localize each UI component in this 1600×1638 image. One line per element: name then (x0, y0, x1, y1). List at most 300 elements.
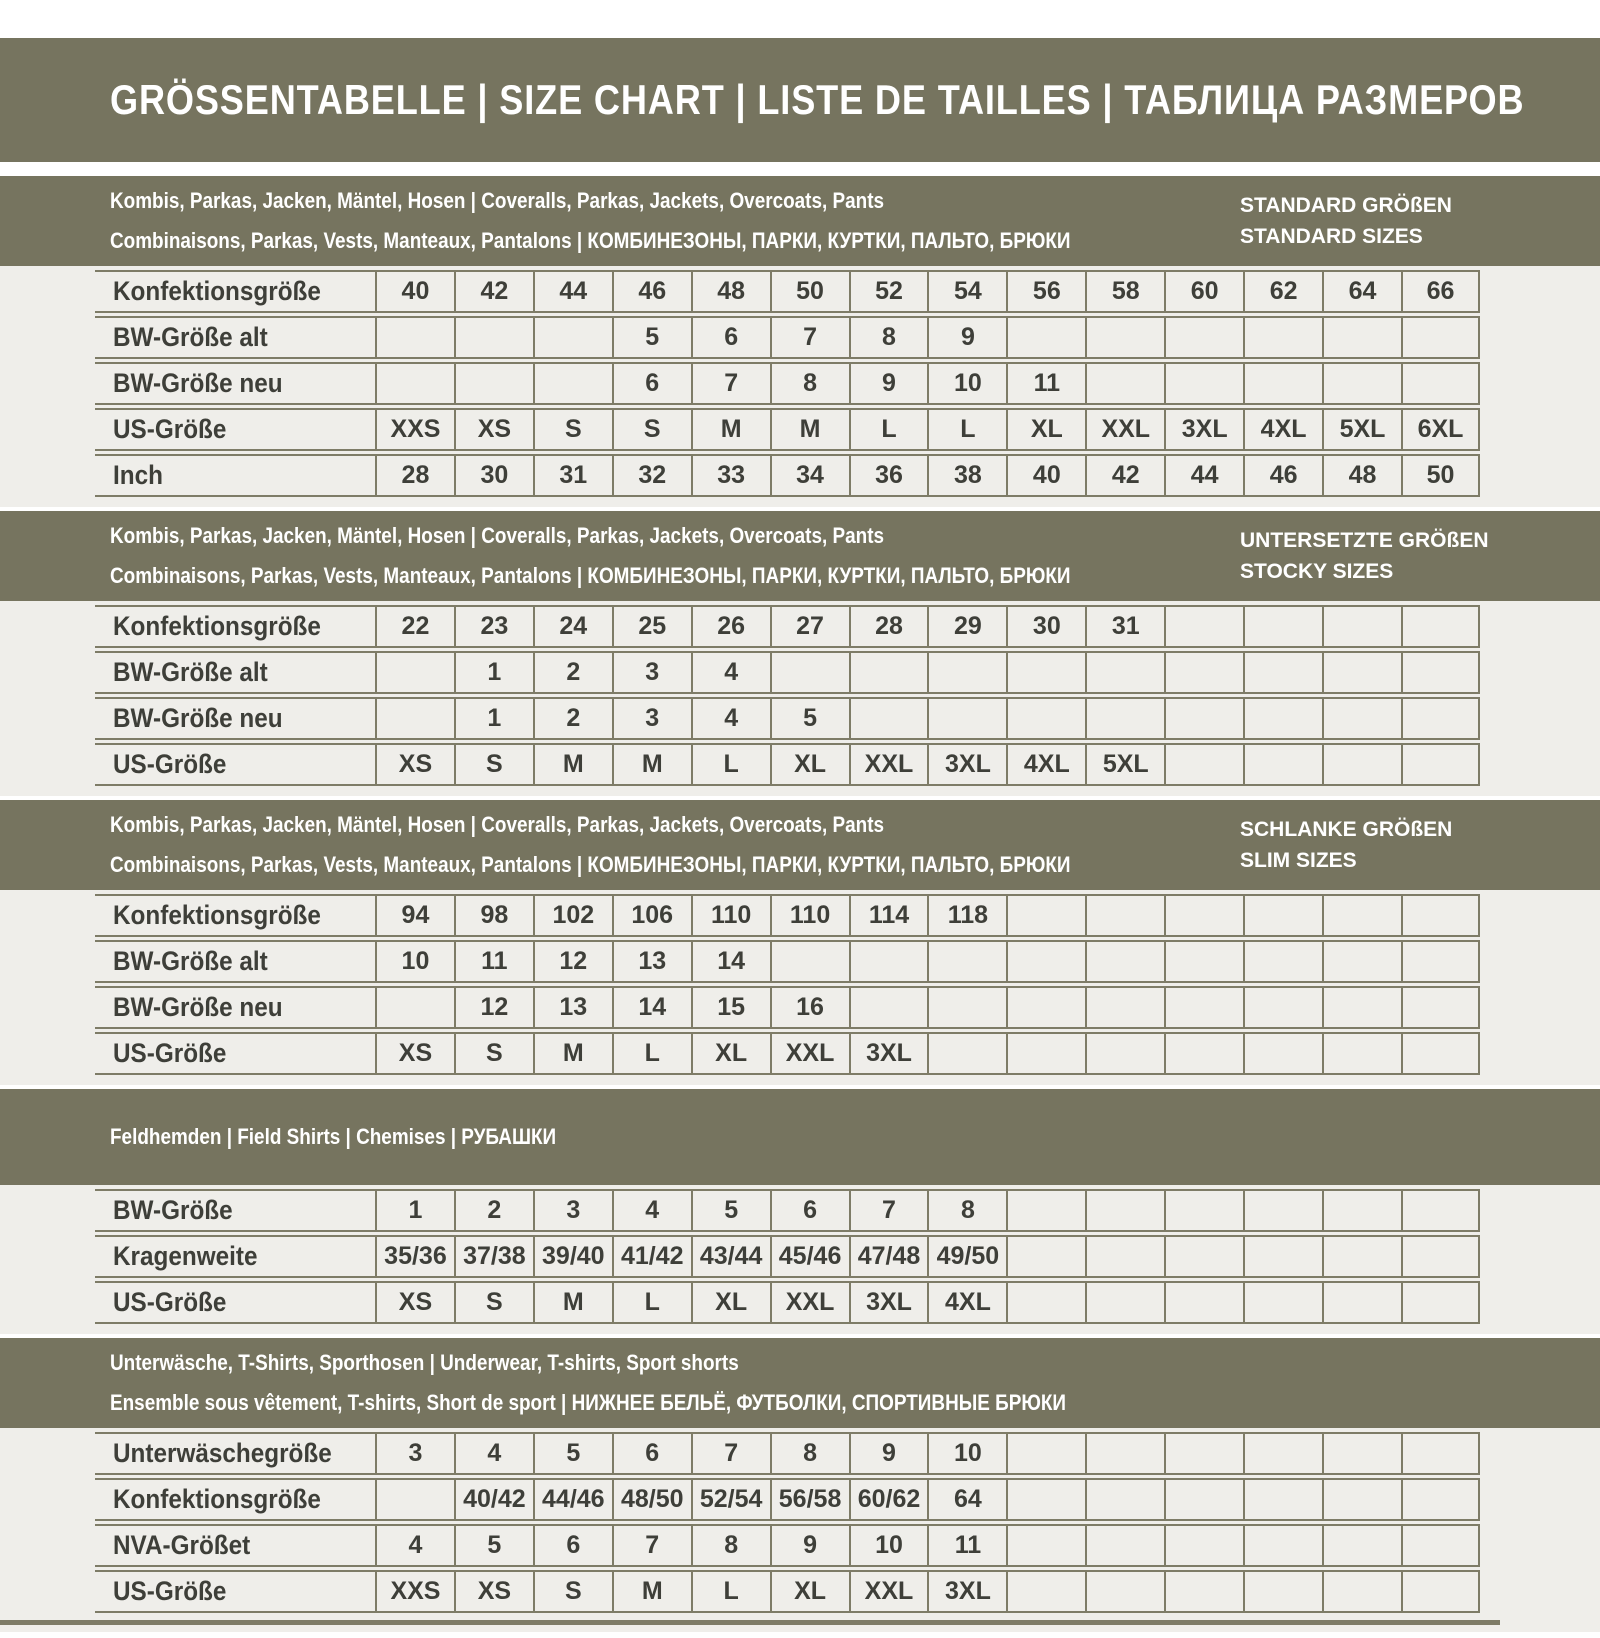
row-label: BW-Größe alt (95, 651, 375, 694)
size-cell: 40 (1006, 454, 1085, 497)
size-cell (849, 697, 928, 740)
size-cell: 27 (770, 605, 849, 648)
size-cell (1243, 1281, 1322, 1324)
size-cell (1006, 940, 1085, 983)
size-cell (1243, 894, 1322, 937)
size-cell: 22 (375, 605, 454, 648)
row-label: US-Größe (95, 408, 375, 451)
table-row (95, 986, 1480, 1029)
size-cell: 12 (454, 986, 533, 1029)
size-cell: XL (770, 1570, 849, 1613)
size-cell (1085, 697, 1164, 740)
size-cell (1085, 986, 1164, 1029)
table-strip-standard (0, 266, 1600, 507)
section-standard-tag-line1: STANDARD GRÖßEN (1240, 194, 1452, 217)
size-cell: 3XL (1164, 408, 1243, 451)
size-cell: 9 (927, 316, 1006, 359)
size-cell (1085, 1189, 1164, 1232)
size-cell: XXL (849, 1570, 928, 1613)
size-cell (1322, 651, 1401, 694)
row-label: Kragenweite (95, 1235, 375, 1278)
size-cell (1243, 1189, 1322, 1232)
size-cell: 110 (691, 894, 770, 937)
size-cell (1006, 1570, 1085, 1613)
size-cell: S (454, 1032, 533, 1075)
size-cell (1401, 362, 1480, 405)
size-cell: 7 (691, 362, 770, 405)
size-cell (1006, 316, 1085, 359)
size-cell: 44 (1164, 454, 1243, 497)
size-cell (1006, 1432, 1085, 1475)
size-cell (927, 697, 1006, 740)
size-cell: 8 (849, 316, 928, 359)
section-underwear (0, 1338, 1600, 1632)
table-row (95, 362, 1480, 405)
size-cell (1243, 1570, 1322, 1613)
size-cell: 30 (1006, 605, 1085, 648)
size-cell (1085, 316, 1164, 359)
section-header-slim (0, 800, 1600, 890)
table-row (95, 1432, 1480, 1475)
size-cell: L (691, 743, 770, 786)
size-cell: 43/44 (691, 1235, 770, 1278)
row-label: BW-Größe neu (95, 986, 375, 1029)
size-cell: 2 (533, 697, 612, 740)
size-cell (375, 362, 454, 405)
size-cell: XL (1006, 408, 1085, 451)
size-cell: M (533, 743, 612, 786)
size-cell (1322, 1570, 1401, 1613)
size-cell: 42 (454, 270, 533, 313)
size-cell: XXL (849, 743, 928, 786)
size-cell (1243, 651, 1322, 694)
size-cell (1322, 316, 1401, 359)
size-cell (1164, 1281, 1243, 1324)
size-cell: 9 (770, 1524, 849, 1567)
size-cell: 56 (1006, 270, 1085, 313)
row-label: BW-Größe alt (95, 316, 375, 359)
size-cell (533, 316, 612, 359)
table-strip-underwear (0, 1428, 1600, 1632)
size-cell: S (454, 743, 533, 786)
size-cell: 5XL (1085, 743, 1164, 786)
size-cell: 44 (533, 270, 612, 313)
size-cell (1085, 1235, 1164, 1278)
size-cell (1401, 1281, 1480, 1324)
table-strip-slim (0, 890, 1600, 1085)
size-cell (1401, 605, 1480, 648)
size-cell: 28 (375, 454, 454, 497)
section-stocky-tag-line1: UNTERSETZTE GRÖßEN (1240, 529, 1489, 552)
size-cell: 5 (770, 697, 849, 740)
size-cell (1164, 1570, 1243, 1613)
size-cell (1006, 697, 1085, 740)
row-label: NVA-Größet (95, 1524, 375, 1567)
size-cell (1322, 1281, 1401, 1324)
size-cell: 40 (375, 270, 454, 313)
section-stocky-line2: Combinaisons, Parkas, Vests, Manteaux, Pantalons | КОМБИНЕЗОНЫ, ПАРКИ, КУРТКИ, ПАЛЬТО, БРЮКИ (110, 563, 1071, 588)
size-cell (375, 1478, 454, 1521)
size-cell: 49/50 (927, 1235, 1006, 1278)
size-cell (1322, 1432, 1401, 1475)
size-cell: 37/38 (454, 1235, 533, 1278)
size-cell: XL (770, 743, 849, 786)
size-chart-page (0, 38, 1600, 1632)
section-slim-tag (1240, 800, 1452, 890)
size-cell (1085, 1281, 1164, 1324)
size-cell (1243, 986, 1322, 1029)
size-cell (1164, 940, 1243, 983)
size-cell (1164, 697, 1243, 740)
section-slim-tag-line1: SCHLANKE GRÖßEN (1240, 818, 1453, 841)
size-cell (927, 1032, 1006, 1075)
size-cell: XS (375, 743, 454, 786)
size-cell (1322, 940, 1401, 983)
size-cell (1401, 1478, 1480, 1521)
size-cell (1006, 1478, 1085, 1521)
section-slim-line2: Combinaisons, Parkas, Vests, Manteaux, Pantalons | КОМБИНЕЗОНЫ, ПАРКИ, КУРТКИ, ПАЛЬТО, БРЮКИ (110, 852, 1071, 877)
section-header-standard (0, 176, 1600, 266)
size-cell: 60/62 (849, 1478, 928, 1521)
row-label: Konfektionsgröße (95, 894, 375, 937)
table-row (95, 270, 1480, 313)
size-cell: 41/42 (612, 1235, 691, 1278)
size-table-underwear (95, 1429, 1480, 1616)
size-cell: 36 (849, 454, 928, 497)
size-cell: 4XL (1006, 743, 1085, 786)
size-cell (1006, 1281, 1085, 1324)
size-cell: XS (454, 1570, 533, 1613)
size-cell (1164, 743, 1243, 786)
size-cell (1006, 1235, 1085, 1278)
table-row (95, 605, 1480, 648)
size-cell: 8 (770, 362, 849, 405)
size-cell: 5 (612, 316, 691, 359)
table-row (95, 1478, 1480, 1521)
size-cell: S (612, 408, 691, 451)
size-cell (1401, 1189, 1480, 1232)
table-row (95, 940, 1480, 983)
size-cell (1322, 362, 1401, 405)
size-cell: 7 (770, 316, 849, 359)
size-cell: 54 (927, 270, 1006, 313)
size-cell: 50 (1401, 454, 1480, 497)
size-cell: L (849, 408, 928, 451)
size-cell: 52 (849, 270, 928, 313)
table-strip-stocky (0, 601, 1600, 796)
size-cell: L (612, 1281, 691, 1324)
table-row (95, 408, 1480, 451)
size-cell: 11 (1006, 362, 1085, 405)
size-cell (375, 986, 454, 1029)
size-cell (1164, 605, 1243, 648)
section-standard-tag-line2: STANDARD SIZES (1240, 225, 1423, 248)
size-cell: L (612, 1032, 691, 1075)
bottom-rule (0, 1620, 1500, 1625)
size-cell: M (612, 743, 691, 786)
size-cell: 24 (533, 605, 612, 648)
size-cell: 11 (927, 1524, 1006, 1567)
size-cell: 13 (533, 986, 612, 1029)
size-cell (1243, 940, 1322, 983)
size-cell (1322, 1524, 1401, 1567)
size-cell: 118 (927, 894, 1006, 937)
size-table-slim (95, 891, 1480, 1078)
size-cell (1164, 1478, 1243, 1521)
size-cell (1243, 362, 1322, 405)
row-label: Unterwäschegröße (95, 1432, 375, 1475)
size-cell (1085, 1032, 1164, 1075)
table-row (95, 697, 1480, 740)
table-row (95, 1570, 1480, 1613)
size-cell (770, 651, 849, 694)
size-cell (770, 940, 849, 983)
row-label: US-Größe (95, 1570, 375, 1613)
size-cell (1164, 894, 1243, 937)
title-band (0, 38, 1600, 162)
size-cell: 10 (927, 362, 1006, 405)
section-stocky-sizes (0, 511, 1600, 796)
table-row (95, 316, 1480, 359)
size-cell (1006, 1524, 1085, 1567)
size-cell: 10 (849, 1524, 928, 1567)
size-cell (1322, 743, 1401, 786)
row-label: Konfektionsgröße (95, 270, 375, 313)
section-underwear-line2: Ensemble sous vêtement, T-shirts, Short de sport | НИЖНЕЕ БЕЛЬЁ, ФУТБОЛКИ, СПОРТИВНЫЕ БРЮКИ (110, 1390, 1067, 1415)
size-cell (375, 697, 454, 740)
size-cell (1401, 1432, 1480, 1475)
row-label: Konfektionsgröße (95, 605, 375, 648)
size-cell: 46 (1243, 454, 1322, 497)
size-cell (533, 362, 612, 405)
size-cell: XS (375, 1281, 454, 1324)
size-cell (849, 651, 928, 694)
row-label: BW-Größe alt (95, 940, 375, 983)
size-cell (1401, 743, 1480, 786)
size-cell: 30 (454, 454, 533, 497)
size-cell: 2 (533, 651, 612, 694)
size-cell (1006, 894, 1085, 937)
size-cell (1401, 1032, 1480, 1075)
size-cell: XXL (770, 1032, 849, 1075)
size-cell (1243, 1524, 1322, 1567)
size-cell: 8 (927, 1189, 1006, 1232)
size-cell (1322, 894, 1401, 937)
size-cell: 34 (770, 454, 849, 497)
size-cell: 10 (375, 940, 454, 983)
size-cell (1085, 1478, 1164, 1521)
size-cell (1243, 1432, 1322, 1475)
size-cell: XL (691, 1032, 770, 1075)
size-cell (927, 651, 1006, 694)
size-cell: 52/54 (691, 1478, 770, 1521)
size-cell: 33 (691, 454, 770, 497)
row-label: US-Größe (95, 1032, 375, 1075)
table-row (95, 651, 1480, 694)
size-cell (1322, 1189, 1401, 1232)
row-label: BW-Größe (95, 1189, 375, 1232)
size-cell (1164, 1524, 1243, 1567)
size-cell (927, 986, 1006, 1029)
size-cell: 62 (1243, 270, 1322, 313)
size-cell: 102 (533, 894, 612, 937)
size-cell: 16 (770, 986, 849, 1029)
size-cell: 13 (612, 940, 691, 983)
section-header-underwear (0, 1338, 1600, 1428)
size-cell: 3XL (927, 743, 1006, 786)
table-strip-field-shirts (0, 1185, 1600, 1334)
size-cell: L (927, 408, 1006, 451)
size-table-standard (95, 267, 1480, 500)
size-cell: S (533, 1570, 612, 1613)
size-cell (1085, 1524, 1164, 1567)
size-cell: 9 (849, 362, 928, 405)
section-header-stocky (0, 511, 1600, 601)
row-label: US-Größe (95, 743, 375, 786)
size-cell (454, 316, 533, 359)
size-cell: 28 (849, 605, 928, 648)
section-field-shirts-line1: Feldhemden | Field Shirts | Chemises | РУБАШКИ (110, 1124, 557, 1149)
size-cell: S (454, 1281, 533, 1324)
size-cell: 64 (927, 1478, 1006, 1521)
size-cell (1322, 1235, 1401, 1278)
size-cell: 106 (612, 894, 691, 937)
size-cell: M (770, 408, 849, 451)
size-cell: 114 (849, 894, 928, 937)
size-cell: 7 (849, 1189, 928, 1232)
section-standard-tag (1240, 176, 1452, 266)
size-cell: 39/40 (533, 1235, 612, 1278)
size-cell (1243, 1032, 1322, 1075)
section-slim-sizes (0, 800, 1600, 1085)
size-cell: L (691, 1570, 770, 1613)
size-cell (375, 316, 454, 359)
size-cell: 48 (691, 270, 770, 313)
size-cell: M (533, 1281, 612, 1324)
size-cell: 2 (454, 1189, 533, 1232)
size-cell (1164, 1032, 1243, 1075)
size-cell: XXS (375, 408, 454, 451)
size-cell (1085, 894, 1164, 937)
size-cell: 8 (691, 1524, 770, 1567)
size-cell: 3XL (849, 1032, 928, 1075)
size-cell (1322, 986, 1401, 1029)
size-cell: 4 (691, 651, 770, 694)
size-cell: 31 (1085, 605, 1164, 648)
size-cell: 47/48 (849, 1235, 928, 1278)
size-cell (1243, 1235, 1322, 1278)
size-cell: 5 (691, 1189, 770, 1232)
size-cell: 5 (454, 1524, 533, 1567)
size-cell: 56/58 (770, 1478, 849, 1521)
row-label: Konfektionsgröße (95, 1478, 375, 1521)
size-cell: XL (691, 1281, 770, 1324)
size-cell (454, 362, 533, 405)
size-cell (1401, 1570, 1480, 1613)
size-cell (1401, 1235, 1480, 1278)
size-cell: 48/50 (612, 1478, 691, 1521)
size-table-field-shirts (95, 1186, 1480, 1327)
section-standard-line2: Combinaisons, Parkas, Vests, Manteaux, Pantalons | КОМБИНЕЗОНЫ, ПАРКИ, КУРТКИ, ПАЛЬТО, БРЮКИ (110, 228, 1071, 253)
size-cell: 42 (1085, 454, 1164, 497)
size-cell (1243, 743, 1322, 786)
size-cell (1401, 316, 1480, 359)
section-underwear-line1: Unterwäsche, T-Shirts, Sporthosen | Underwear, T-shirts, Sport shorts (110, 1350, 739, 1375)
size-cell: 44/46 (533, 1478, 612, 1521)
size-cell: XXL (1085, 408, 1164, 451)
table-row (95, 743, 1480, 786)
size-cell: 1 (454, 697, 533, 740)
section-slim-tag-line2: SLIM SIZES (1240, 849, 1357, 872)
size-cell: 23 (454, 605, 533, 648)
size-cell: 3 (612, 651, 691, 694)
size-cell: 38 (927, 454, 1006, 497)
table-row (95, 1032, 1480, 1075)
table-row (95, 1235, 1480, 1278)
size-cell: 40/42 (454, 1478, 533, 1521)
size-cell (1322, 1478, 1401, 1521)
size-table-stocky (95, 602, 1480, 789)
size-cell: 5XL (1322, 408, 1401, 451)
row-label: BW-Größe neu (95, 362, 375, 405)
size-cell: XS (454, 408, 533, 451)
size-cell (1085, 1432, 1164, 1475)
size-cell: XS (375, 1032, 454, 1075)
size-cell: 1 (375, 1189, 454, 1232)
size-cell: 4XL (1243, 408, 1322, 451)
row-label: Inch (95, 454, 375, 497)
size-cell (1243, 1478, 1322, 1521)
size-cell: 48 (1322, 454, 1401, 497)
size-cell: 60 (1164, 270, 1243, 313)
size-cell: 8 (770, 1432, 849, 1475)
section-standard-line1: Kombis, Parkas, Jacken, Mäntel, Hosen | Coveralls, Parkas, Jackets, Overcoats, Pants (110, 188, 885, 213)
size-cell: 6XL (1401, 408, 1480, 451)
row-label: BW-Größe neu (95, 697, 375, 740)
size-cell (1006, 1032, 1085, 1075)
size-cell: 26 (691, 605, 770, 648)
size-cell (1164, 1235, 1243, 1278)
size-cell (1085, 362, 1164, 405)
size-cell (1164, 362, 1243, 405)
size-cell: 4 (691, 697, 770, 740)
size-cell (1322, 1032, 1401, 1075)
section-stocky-tag (1240, 511, 1489, 601)
section-slim-line1: Kombis, Parkas, Jacken, Mäntel, Hosen | Coveralls, Parkas, Jackets, Overcoats, Pants (110, 812, 885, 837)
size-cell (1006, 1189, 1085, 1232)
size-cell: 45/46 (770, 1235, 849, 1278)
size-cell (1164, 1432, 1243, 1475)
size-cell: 98 (454, 894, 533, 937)
size-cell: 3 (612, 697, 691, 740)
size-cell (1006, 651, 1085, 694)
size-cell: 6 (533, 1524, 612, 1567)
size-cell (1085, 940, 1164, 983)
table-row (95, 454, 1480, 497)
size-cell (1006, 986, 1085, 1029)
size-cell (849, 940, 928, 983)
page-title: GRÖSSENTABELLE | SIZE CHART | LISTE DE TAILLES | ТАБЛИЦА РАЗМЕРОВ (110, 76, 1525, 123)
size-cell: 3XL (927, 1570, 1006, 1613)
size-cell: 3 (533, 1189, 612, 1232)
size-cell: 31 (533, 454, 612, 497)
size-cell: 50 (770, 270, 849, 313)
size-cell: 1 (454, 651, 533, 694)
size-cell: 29 (927, 605, 1006, 648)
size-cell: 12 (533, 940, 612, 983)
size-cell (1243, 316, 1322, 359)
size-cell: M (691, 408, 770, 451)
